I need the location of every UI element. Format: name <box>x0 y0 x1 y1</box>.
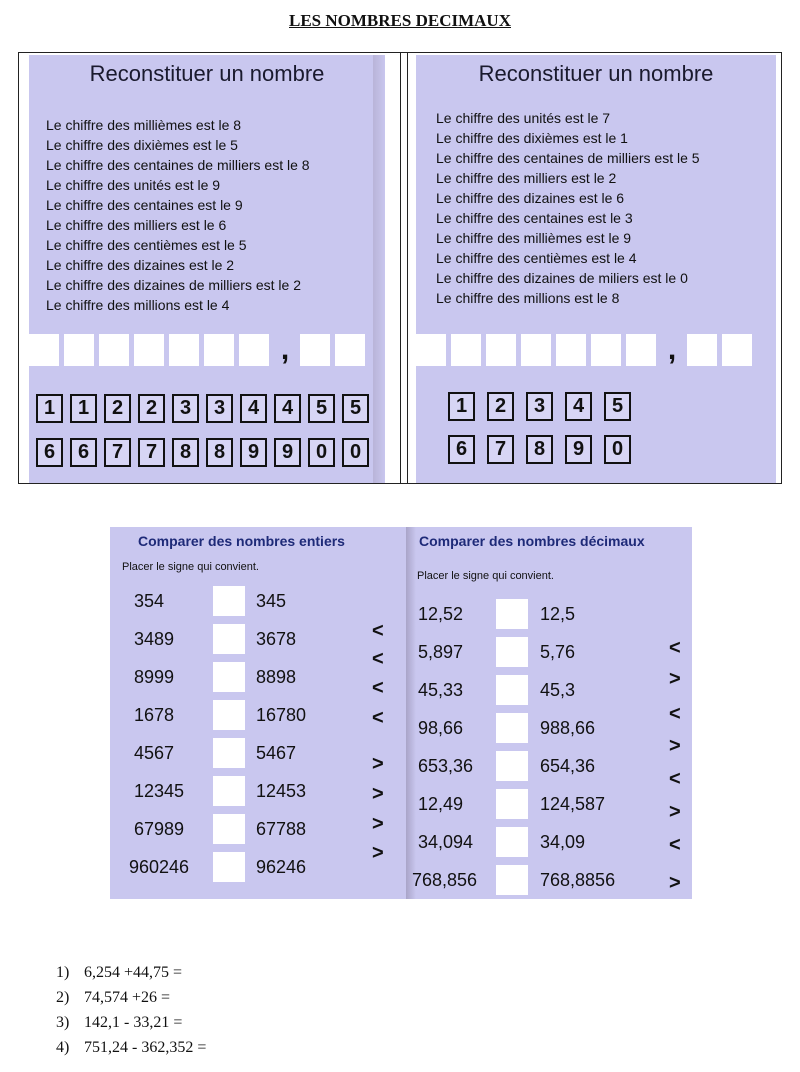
operation <box>56 1010 206 1035</box>
left-reconstituer-panel <box>29 55 385 483</box>
clue: Le chiffre des millions est le 4 <box>46 297 230 313</box>
clue: Le chiffre des centièmes est le 5 <box>46 237 247 253</box>
sign-symbol[interactable]: > <box>669 801 681 823</box>
digit-tile[interactable]: 0 <box>308 438 335 467</box>
sign-box[interactable] <box>496 675 528 705</box>
operation <box>56 960 206 985</box>
number-right: 12453 <box>256 781 307 801</box>
digit-tile[interactable]: 4 <box>565 392 592 421</box>
digit-slot[interactable] <box>591 334 621 366</box>
digit-tile[interactable]: 9 <box>274 438 301 467</box>
sign-box[interactable] <box>213 738 245 768</box>
digit-slot[interactable] <box>687 334 717 366</box>
answer-slots <box>416 334 757 366</box>
comparison-panel <box>110 527 692 899</box>
digit-tile[interactable]: 9 <box>565 435 592 464</box>
number-right: 654,36 <box>540 756 596 776</box>
digit-slot[interactable] <box>722 334 752 366</box>
clue: Le chiffre des dixièmes est le 5 <box>46 137 238 153</box>
number-left: 98,66 <box>418 718 464 738</box>
sign-symbol[interactable]: > <box>669 872 681 894</box>
sign-symbol[interactable]: > <box>372 753 384 775</box>
operation-expression: 142,1 - 33,21 = <box>84 1014 183 1031</box>
number-left: 4567 <box>134 743 175 763</box>
operations-list <box>56 960 206 1060</box>
sign-symbol[interactable]: > <box>669 668 681 690</box>
frame-divider <box>400 53 401 483</box>
digit-slot[interactable] <box>99 334 129 366</box>
clue-list <box>436 108 700 308</box>
digit-tile[interactable]: 2 <box>138 394 165 423</box>
panel-fold-shade <box>406 527 416 899</box>
operation <box>56 985 206 1010</box>
panel-title: Reconstituer un nombre <box>89 61 325 86</box>
clue: Le chiffre des centaines de milliers est le 8 <box>46 157 310 173</box>
compare-row <box>416 713 692 743</box>
digit-tile[interactable]: 8 <box>172 438 199 467</box>
digit-tile[interactable]: 3 <box>206 394 233 423</box>
sign-symbol[interactable]: < <box>372 648 384 670</box>
clue: Le chiffre des dizaines de milliers est le 2 <box>46 277 301 293</box>
digit-tile[interactable]: 1 <box>70 394 97 423</box>
number-right: 45,3 <box>540 680 576 700</box>
clue: Le chiffre des centaines de milliers est le 5 <box>436 150 700 166</box>
digit-tiles-row <box>448 392 643 421</box>
digit-slot[interactable] <box>556 334 586 366</box>
digit-slot[interactable] <box>300 334 330 366</box>
sign-box[interactable] <box>496 637 528 667</box>
clue: Le chiffre des dizaines est le 2 <box>46 257 235 273</box>
number-right: 768,8856 <box>540 870 616 890</box>
operation-number: 3) <box>56 1014 70 1031</box>
compare-row <box>110 662 406 692</box>
digit-tile[interactable]: 0 <box>342 438 369 467</box>
sign-box[interactable] <box>213 700 245 730</box>
sign-box[interactable] <box>496 751 528 781</box>
sign-symbol[interactable]: > <box>669 735 681 757</box>
digit-tile[interactable]: 1 <box>448 392 475 421</box>
clue: Le chiffre des dizaines est le 6 <box>436 190 625 206</box>
sign-box[interactable] <box>496 713 528 743</box>
number-left: 768,856 <box>412 870 478 890</box>
digit-tile[interactable]: 5 <box>604 392 631 421</box>
sign-symbol[interactable]: < <box>669 768 681 790</box>
compare-row <box>416 637 692 667</box>
digit-tile[interactable]: 5 <box>342 394 369 423</box>
sign-symbol[interactable]: < <box>669 637 681 659</box>
number-right: 8898 <box>256 667 297 687</box>
compare-row <box>110 700 406 730</box>
compare-row <box>416 789 692 819</box>
instruction: Placer le signe qui convient. <box>417 570 554 582</box>
number-left: 45,33 <box>418 680 464 700</box>
sign-symbol[interactable]: < <box>669 703 681 725</box>
sign-symbol[interactable]: > <box>372 813 384 835</box>
compare-row <box>110 852 406 882</box>
sign-box[interactable] <box>213 776 245 806</box>
panel-title: Reconstituer un nombre <box>478 61 714 86</box>
compare-row <box>416 827 692 857</box>
number-right: 12,5 <box>540 604 576 624</box>
sign-box[interactable] <box>496 599 528 629</box>
section-title: Comparer des nombres entiers <box>138 533 345 549</box>
operation-expression: 6,254 +44,75 = <box>84 964 183 981</box>
sign-box[interactable] <box>213 814 245 844</box>
compare-row <box>416 675 692 705</box>
number-left: 3489 <box>134 629 175 649</box>
digit-tile[interactable]: 8 <box>206 438 233 467</box>
number-left: 12,49 <box>418 794 464 814</box>
compare-row <box>416 599 692 629</box>
sign-box[interactable] <box>213 852 245 882</box>
digit-tile[interactable]: 2 <box>487 392 514 421</box>
number-left: 8999 <box>134 667 175 687</box>
clue: Le chiffre des unités est le 7 <box>436 110 611 126</box>
sign-symbol[interactable]: < <box>372 677 384 699</box>
digit-tile[interactable]: 1 <box>36 394 63 423</box>
sign-symbol[interactable]: < <box>372 707 384 729</box>
number-left: 5,897 <box>418 642 464 662</box>
digit-tile[interactable]: 5 <box>308 394 335 423</box>
digit-tile[interactable]: 6 <box>70 438 97 467</box>
operation-expression: 751,24 - 362,352 = <box>84 1039 207 1056</box>
clue: Le chiffre des centaines est le 3 <box>436 210 633 226</box>
number-right: 5,76 <box>540 642 576 662</box>
digit-tile[interactable]: 3 <box>172 394 199 423</box>
frame-divider <box>407 53 408 483</box>
digit-slot[interactable] <box>29 334 59 366</box>
answer-slots <box>29 334 370 366</box>
digit-tile[interactable]: 7 <box>487 435 514 464</box>
digit-tile[interactable]: 4 <box>240 394 267 423</box>
digit-slot[interactable] <box>626 334 656 366</box>
operation-number: 4) <box>56 1039 70 1056</box>
number-right: 67788 <box>256 819 307 839</box>
number-left: 12345 <box>134 781 185 801</box>
clue: Le chiffre des milliers est le 2 <box>436 170 617 186</box>
number-right: 988,66 <box>540 718 596 738</box>
digit-slot[interactable] <box>169 334 199 366</box>
number-right: 96246 <box>256 857 307 877</box>
compare-row <box>110 814 406 844</box>
digit-tiles-row <box>36 438 376 467</box>
number-right: 34,09 <box>540 832 586 852</box>
clue-list <box>46 115 310 315</box>
digit-tile[interactable]: 4 <box>274 394 301 423</box>
number-left: 67989 <box>134 819 185 839</box>
sign-symbol[interactable]: > <box>372 783 384 805</box>
sign-box[interactable] <box>213 624 245 654</box>
digit-tiles-row <box>36 394 376 423</box>
clue: Le chiffre des milliers est le 6 <box>46 217 227 233</box>
number-left: 354 <box>134 591 165 611</box>
digit-tile[interactable]: 3 <box>526 392 553 421</box>
clue: Le chiffre des millièmes est le 9 <box>436 230 632 246</box>
digit-slot[interactable] <box>134 334 164 366</box>
operation-number: 1) <box>56 964 70 981</box>
digit-slot[interactable] <box>335 334 365 366</box>
digit-slot[interactable] <box>204 334 234 366</box>
right-reconstituer-panel <box>416 55 776 483</box>
digit-slot[interactable] <box>416 334 446 366</box>
number-right: 124,587 <box>540 794 606 814</box>
operation <box>56 1035 206 1060</box>
digit-tile[interactable]: 8 <box>526 435 553 464</box>
panel-edge-shade <box>373 55 385 483</box>
compare-row <box>416 751 692 781</box>
clue: Le chiffre des millièmes est le 8 <box>46 117 242 133</box>
digit-tile[interactable]: 9 <box>240 438 267 467</box>
digit-tile[interactable]: 2 <box>104 394 131 423</box>
compare-row <box>110 586 406 616</box>
digit-tile[interactable]: 7 <box>104 438 131 467</box>
number-right: 345 <box>256 591 287 611</box>
page-title: LES NOMBRES DECIMAUX <box>289 11 511 30</box>
compare-row <box>110 624 406 654</box>
clue: Le chiffre des dizaines de miliers est le 0 <box>436 270 688 286</box>
digit-tile[interactable]: 6 <box>448 435 475 464</box>
digit-slot[interactable] <box>521 334 551 366</box>
reconstituer-frame <box>18 52 782 484</box>
sign-box[interactable] <box>213 662 245 692</box>
operation-expression: 74,574 +26 = <box>84 989 171 1006</box>
clue: Le chiffre des centaines est le 9 <box>46 197 243 213</box>
number-left: 1678 <box>134 705 175 725</box>
sign-symbol[interactable]: < <box>669 834 681 856</box>
number-right: 5467 <box>256 743 297 763</box>
clue: Le chiffre des dixièmes est le 1 <box>436 130 628 146</box>
number-left: 34,094 <box>418 832 474 852</box>
sign-box[interactable] <box>496 789 528 819</box>
instruction: Placer le signe qui convient. <box>122 561 259 573</box>
compare-row <box>412 865 692 895</box>
compare-row <box>110 776 406 806</box>
section-title: Comparer des nombres décimaux <box>419 533 645 549</box>
number-left: 12,52 <box>418 604 464 624</box>
number-right: 16780 <box>256 705 307 725</box>
digit-tiles-row <box>448 435 643 464</box>
clue: Le chiffre des unités est le 9 <box>46 177 221 193</box>
sign-box[interactable] <box>496 865 528 895</box>
digit-slot[interactable] <box>451 334 481 366</box>
clue: Le chiffre des centièmes est le 4 <box>436 250 637 266</box>
number-left: 653,36 <box>418 756 474 776</box>
digit-tile[interactable]: 6 <box>36 438 63 467</box>
sign-symbol[interactable]: < <box>372 620 384 642</box>
sign-box[interactable] <box>213 586 245 616</box>
decimal-comma: , <box>280 333 290 366</box>
decimal-comma: , <box>667 333 677 366</box>
number-right: 3678 <box>256 629 297 649</box>
digit-tile[interactable]: 7 <box>138 438 165 467</box>
compare-row <box>110 738 406 768</box>
clue: Le chiffre des millions est le 8 <box>436 290 620 306</box>
operation-number: 2) <box>56 989 70 1006</box>
sign-symbol[interactable]: > <box>372 842 384 864</box>
digit-slot[interactable] <box>486 334 516 366</box>
digit-slot[interactable] <box>64 334 94 366</box>
sign-box[interactable] <box>496 827 528 857</box>
digit-tile[interactable]: 0 <box>604 435 631 464</box>
number-left: 960246 <box>129 857 190 877</box>
digit-slot[interactable] <box>239 334 269 366</box>
